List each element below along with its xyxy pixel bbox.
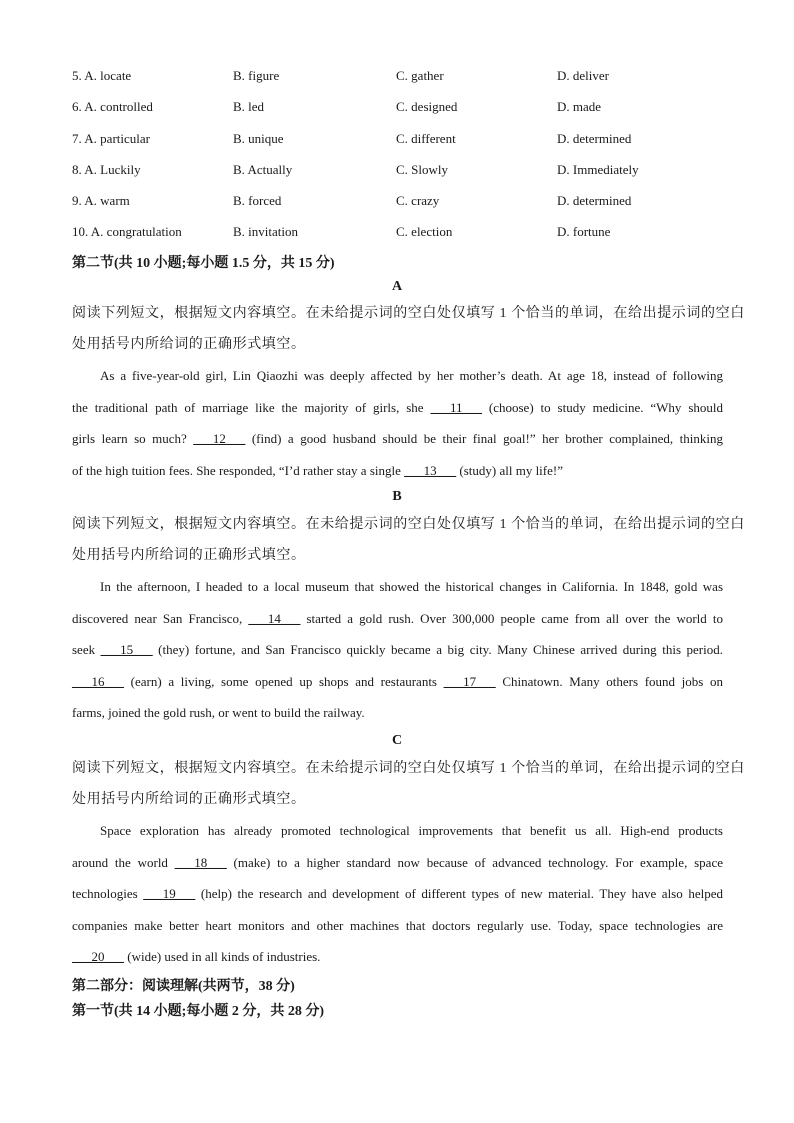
- option-b: B. invitation: [233, 224, 298, 239]
- passage-text: of the high tuition fees. She responded, “I’d rather stay a single: [72, 462, 405, 478]
- option-a: 6. A. controlled: [72, 99, 153, 114]
- option-a: 5. A. locate: [72, 68, 132, 83]
- option-row: [72, 99, 732, 119]
- passage-text: Space exploration has already promoted technological improvements that benefit us all. High-end products: [100, 823, 723, 838]
- passage-a-text: [72, 360, 723, 486]
- passage-text: started a gold rush. Over 300,000 people came from all over the world to: [300, 610, 723, 626]
- passage-c-text: [72, 815, 723, 973]
- passage-text: As a five-year-old girl, Lin Qiaozhi was deeply affected by her mother’s death. At age 18, instead of following: [100, 368, 723, 383]
- passage-line: [72, 571, 723, 603]
- passage-line: [72, 603, 723, 635]
- passage-c-instruction-1: 阅读下列短文，根据短文内容填空。在未给提示词的空白处仅填写 1 个恰当的单词，在给出提示词的空白: [72, 761, 745, 776]
- passage-line: [72, 847, 723, 879]
- passage-text: girls learn so much?: [72, 431, 194, 446]
- passage-text: Chinatown. Many others found jobs on: [495, 673, 724, 689]
- answer-blank[interactable]: ___16___: [72, 673, 124, 689]
- option-d: D. determined: [557, 193, 632, 208]
- passage-line: [72, 666, 723, 698]
- option-a: 10. A. congratulation: [72, 224, 182, 239]
- passage-text: (earn) a living, some opened up shops and restaurants: [124, 673, 444, 689]
- passage-b-text: [72, 571, 723, 729]
- passage-a-instruction-1: 阅读下列短文，根据短文内容填空。在未给提示词的空白处仅填写 1 个恰当的单词，在给出提示词的空白: [72, 306, 745, 321]
- option-a: 9. A. warm: [72, 193, 130, 208]
- answer-blank[interactable]: ___14___: [248, 610, 301, 626]
- passage-line: [72, 634, 723, 666]
- option-d: D. determined: [557, 131, 632, 146]
- option-d: D. deliver: [557, 68, 609, 83]
- passage-c-instruction-2: 处用括号内所给词的正确形式填空。: [72, 792, 306, 807]
- passage-text: companies make better heart monitors and other machines that doctors regularly use. Today, space technologies are: [72, 917, 723, 933]
- passage-text: (find) a good husband should be their final goal!” her brother complained, thinking: [245, 431, 723, 446]
- option-b: B. Actually: [233, 162, 293, 177]
- passage-a-instruction-2: 处用括号内所给词的正确形式填空。: [72, 337, 306, 352]
- passage-line: [72, 815, 723, 847]
- option-a: 7. A. particular: [72, 131, 150, 146]
- option-c: C. crazy: [396, 193, 440, 208]
- passage-line: [72, 423, 723, 455]
- passage-a-letter: A: [391, 279, 403, 294]
- passage-line: [72, 392, 723, 424]
- option-a: 8. A. Luckily: [72, 162, 141, 177]
- passage-c-letter: C: [391, 733, 403, 748]
- option-row: [72, 68, 732, 88]
- passage-text: (help) the research and development of different types of new material. They have also helped: [195, 886, 723, 901]
- passage-text: (wide) used in all kinds of industries.: [124, 949, 321, 964]
- passage-text: technologies: [72, 886, 144, 901]
- option-b: B. unique: [233, 131, 284, 146]
- option-d: D. Immediately: [557, 162, 639, 177]
- passage-line: [72, 360, 723, 392]
- passage-text: (they) fortune, and San Francisco quickly became a big city. Many Chinese arrived during this period.: [152, 642, 723, 657]
- part2-section1-heading: 第一节(共 14 小题;每小题 2 分，共 28 分): [72, 1004, 324, 1019]
- passage-text: (choose) to study medicine. “Why should: [482, 399, 723, 415]
- option-row: [72, 193, 732, 213]
- answer-blank[interactable]: ___12___: [193, 431, 246, 446]
- option-d: D. made: [557, 99, 602, 114]
- passage-text: farms, joined the gold rush, or went to build the railway.: [72, 705, 365, 720]
- passage-text: In the afternoon, I headed to a local museum that showed the historical changes in California. In 1848, gold was: [100, 579, 723, 594]
- answer-blank[interactable]: ___13___: [404, 462, 457, 478]
- passage-b-letter: B: [392, 489, 402, 504]
- passage-line: [72, 910, 723, 942]
- answer-blank[interactable]: ___18___: [174, 854, 227, 870]
- passage-line: [72, 455, 723, 487]
- option-c: C. gather: [396, 68, 444, 83]
- option-b: B. led: [233, 99, 265, 114]
- option-row: [72, 131, 732, 151]
- option-row: [72, 224, 732, 244]
- answer-blank[interactable]: ___19___: [143, 886, 196, 901]
- answer-blank[interactable]: ___11___: [430, 399, 482, 415]
- passage-line: [72, 878, 723, 910]
- option-c: C. different: [396, 131, 456, 146]
- answer-blank[interactable]: ___17___: [443, 673, 496, 689]
- answer-blank[interactable]: ___20___: [72, 949, 124, 964]
- section2-heading: 第二节(共 10 小题;每小题 1.5 分，共 15 分): [72, 256, 335, 271]
- option-d: D. fortune: [557, 224, 611, 239]
- part2-heading: 第二部分：阅读理解(共两节，38 分): [72, 979, 295, 994]
- option-c: C. designed: [396, 99, 458, 114]
- option-b: B. figure: [233, 68, 280, 83]
- passage-line: [72, 941, 723, 973]
- passage-b-instruction-1: 阅读下列短文，根据短文内容填空。在未给提示词的空白处仅填写 1 个恰当的单词，在给出提示词的空白: [72, 517, 745, 532]
- passage-text: (make) to a higher standard now because of advanced technology. For example, space: [226, 854, 723, 870]
- passage-text: (study) all my life!”: [456, 462, 563, 478]
- passage-text: around the world: [72, 854, 175, 870]
- option-b: B. forced: [233, 193, 282, 208]
- passage-b-instruction-2: 处用括号内所给词的正确形式填空。: [72, 548, 306, 563]
- passage-line: [72, 697, 723, 729]
- passage-text: the traditional path of marriage like the majority of girls, she: [72, 399, 431, 415]
- option-c: C. election: [396, 224, 453, 239]
- answer-blank[interactable]: ___15___: [100, 642, 153, 657]
- option-row: [72, 162, 732, 182]
- option-c: C. Slowly: [396, 162, 449, 177]
- passage-text: discovered near San Francisco,: [72, 610, 249, 626]
- passage-text: seek: [72, 642, 101, 657]
